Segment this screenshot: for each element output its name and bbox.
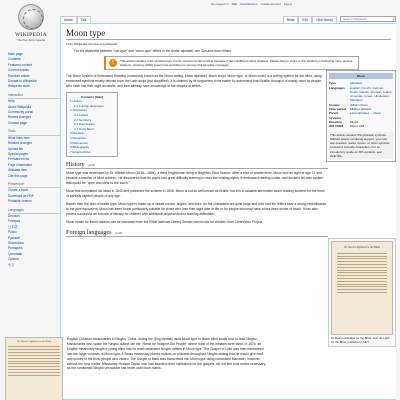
infobox-value[interactable]: William Moon <box>350 102 369 107</box>
sidebar-item-download-pdf[interactable]: Download as PDF <box>8 193 34 198</box>
thumbnail-caption: Dr Moon's Alphabet for the Blind, from his Light for the Blind, published in 1877 <box>331 336 390 344</box>
infobox-value: 1845 to present <box>350 107 371 112</box>
citation-notice-text: This article includes a list of references, but its sources remain unclear because it has insufficient inline citations. Please help to improve this article by introducing more precise citations. (January 2016) (Learn how and when to remove this template message) <box>120 58 353 67</box>
infobox-key: ISO 15924 <box>329 124 344 129</box>
sidebar-item-random[interactable]: Random article <box>8 73 30 78</box>
sidebar-item-community[interactable]: Community portal <box>8 110 33 115</box>
toc-item[interactable]: 7 External links <box>70 149 91 154</box>
sidebar-item-recent-changes[interactable]: Recent changes <box>8 115 32 120</box>
personal-tools <box>211 2 292 6</box>
infobox-row <box>329 124 393 128</box>
sidebar-lang-item[interactable]: Српски <box>8 257 19 262</box>
sidebar-item-create-book[interactable]: Create a book <box>8 188 29 193</box>
sidebar-lang-item[interactable]: Português <box>8 246 23 251</box>
edit-section-link[interactable]: [edit] <box>88 163 96 168</box>
sidebar-item-page-info[interactable]: Page information <box>8 162 33 167</box>
infobox-row <box>329 111 393 120</box>
log-in-link[interactable]: Log in <box>283 2 292 6</box>
toc-item[interactable]: 2.3 Punctuation <box>74 122 95 127</box>
sidebar <box>8 52 60 268</box>
toc-item[interactable]: 6 Bibliography <box>70 145 90 150</box>
tab-view-history[interactable]: View history <box>312 16 337 23</box>
toc-item[interactable]: 2.1 Letters <box>74 113 89 117</box>
search-icon[interactable]: ⚲ <box>392 17 395 21</box>
sidebar-lang-item[interactable]: Polski <box>8 230 17 235</box>
toc-item[interactable]: 4 Reception <box>70 135 87 140</box>
sidebar-lang-item[interactable]: 日本語 <box>8 224 18 229</box>
infobox-key: Type <box>329 81 336 86</box>
sidebar-lang-item[interactable]: Français <box>8 219 21 224</box>
ipa-notice: This article contains IPA phonetic symbols. Without proper rendering support, you may see question marks, boxes, or other symbols instead of Unicode characters. For an introductory guide on IPA symbols, see Help:IPA. <box>329 132 393 160</box>
tab-article[interactable]: Article <box>60 16 77 23</box>
sidebar-heading-languages: Languages <box>8 208 60 214</box>
foreign-languages-section <box>5 337 267 400</box>
infobox-caption: Moon <box>329 73 393 79</box>
sidebar-lang-item[interactable]: Deutsch <box>8 213 20 218</box>
tab-talk[interactable]: Talk <box>77 16 91 23</box>
talk-link[interactable]: Talk <box>231 2 237 6</box>
alphabet-chart-lines <box>337 253 387 293</box>
sidebar-item-help[interactable]: Help <box>8 99 15 104</box>
infobox-value: Moon, 218 <box>350 124 365 129</box>
toc-item[interactable]: 5 References <box>70 140 88 145</box>
sidebar-lang-item[interactable]: Qırımtatar <box>8 251 23 256</box>
sidebar-item-current-events[interactable]: Current events <box>8 68 29 73</box>
sidebar-item-contact[interactable]: Contact page <box>8 120 27 125</box>
toc-item[interactable]: 3 Direction <box>70 131 85 136</box>
infobox-key: Parent systems <box>329 111 342 120</box>
infobox-value[interactable]: Latin alphabet → Moon <box>350 111 382 116</box>
sidebar-item-donate[interactable]: Donate to Wikipedia <box>8 79 37 84</box>
sidebar-item-main-page[interactable]: Main page <box>8 52 23 56</box>
history-paragraph: Moon first formulated his ideas in 1843 and published the scheme in 1845. Moon is not as well known as Braille, but it is a valuable alternative touch reading scheme for the blind or partially sighted people of any age. <box>66 189 325 198</box>
edit-section-link[interactable]: [edit] <box>115 230 123 235</box>
toc-item[interactable]: 2.4 Dotty Moon <box>74 126 95 131</box>
contributions-link[interactable]: Contributions <box>239 2 258 6</box>
sidebar-item-what-links-here[interactable]: What links here <box>8 135 30 140</box>
alphabet-chart-lines <box>8 346 60 375</box>
sidebar-heading-print: Print/export <box>8 182 60 188</box>
history-heading <box>66 161 328 169</box>
sidebar-item-wikidata[interactable]: Wikidata item <box>8 168 28 173</box>
sidebar-item-printable[interactable]: Printable version <box>8 199 32 204</box>
puzzle-globe-icon <box>18 4 44 30</box>
sidebar-heading-interaction: Interaction <box>8 93 60 99</box>
thumbnail-figure[interactable] <box>328 238 396 347</box>
sidebar-lang-item[interactable]: Slovenčina <box>8 241 24 245</box>
sidebar-item-related-changes[interactable]: Related changes <box>8 141 32 146</box>
table-of-contents <box>66 92 118 158</box>
infobox-key: Languages <box>329 85 345 90</box>
infobox-key: Time period <box>329 107 346 112</box>
sidebar-lang-item[interactable]: 中文 <box>8 262 15 267</box>
tab-read[interactable]: Read <box>283 16 299 23</box>
toc-item[interactable]: 1 History <box>70 99 82 104</box>
logo-tagline: The Free Encyclopedia <box>17 38 45 42</box>
create-account-link[interactable]: Create account <box>260 2 281 6</box>
infobox-key: Direction <box>329 119 343 124</box>
foreign-languages-heading <box>66 229 328 237</box>
sidebar-item-upload[interactable]: Upload file <box>8 146 24 151</box>
infobox-value: Mixed <box>350 119 359 124</box>
foreign-paragraph: English Christian missionaries in Ningbo, China, during the Qing dynasty used Moon type to teach blind locals how to read Ningbo. Missionaries who spoke the Ningbo dialect ran the "Home for Indigent Old People" where most of the inmates were blind. In 1874, an English missionary taught a young blind man to read romanised Ningbo written in Moon type. The Gospel of Luke was then transcribed into two large volumes of Moon type. A Swiss missionary placed notices on placards throughout Ningbo stating that he would give food and money to the blind people who visited. The Gospel of Mark was transcribed into Moon type using romanised Mandarin, however, without the tone marks. Missionary Hudson Taylor, who had founded other institutions for the gospels, did not find tone marks necessary, as the romanised Ningbo vernacular has never used tone marks. <box>67 337 266 371</box>
infobox-value[interactable]: Alphabet <box>350 81 362 86</box>
page-title: Moon type <box>66 28 391 40</box>
history-heading-text: History <box>66 161 85 169</box>
hatnote: For the distinction between "sun-type" and "moon-type" letters in the Arabic alphabet, see Sun and moon letters. <box>74 48 233 53</box>
search-placeholder: Search Wikipedia <box>343 17 367 21</box>
sidebar-item-special-pages[interactable]: Special pages <box>8 151 29 156</box>
infobox-value[interactable]: English, French, German, Dutch, Danish, Russian, Arabic, Armenian, Greek, Hindustani, Mandarin <box>350 85 393 103</box>
history-paragraph: Rather than the dots of braille type, Moon type is made up of raised curves, angles, and lines. As the characters are quite large and over half the letters bear a strong resemblance to the print equivalent, Moon has been found particularly suitable for those who lose their sight later in life or for people who may have a less-keen sense of touch. It has also proved successful as a mode of literacy for children with additional physical and/or learning difficulties. <box>66 201 327 216</box>
moon-alphabet-image[interactable] <box>331 241 393 335</box>
sidebar-item-cite[interactable]: Cite this page <box>8 173 28 178</box>
warning-icon: ! <box>109 59 117 67</box>
moon-alphabet-image-title: Dr. Moon's Alphabet for the Blind <box>344 246 380 249</box>
tab-edit[interactable]: Edit <box>298 16 312 23</box>
logo-wordmark: WIKIPEDIA <box>15 32 47 38</box>
foreign-heading-text: Foreign languages <box>66 228 112 236</box>
infobox <box>326 70 396 162</box>
lead-paragraph: The Moon System of Embossed Reading (commonly known as the Moon writing, Moon alphabet, Moon script, Moon type, or Moon code) is a writing system for the blind, using embossed symbols mostly derived from the Latin script (but simplified). It is claimed by its supporters to be easier to understand than Braille, though it is mainly used by people who have lost their sight as adults, and thus already have knowledge of the shapes of letters. <box>66 73 322 88</box>
toc-item[interactable]: 1.1 Foreign languages <box>74 103 104 108</box>
sidebar-item-about[interactable]: About Wikipedia <box>8 104 32 109</box>
history-paragraph: Moon type was developed by Dr. William Moon (1818—1894), a blind Englishman living in Brighton, East Sussex. After a bout of scarlet fever, Moon lost his sight at age 21 and became a teacher of blind children. He discovered that his pupils had great difficulty learning to read the existing styles of embossed reading codes, and devised his own system that would be "open and clear to the touch." <box>66 171 324 186</box>
not-logged-in-label: Not logged in <box>210 2 229 6</box>
history-section <box>66 161 328 236</box>
wikipedia-logo[interactable] <box>6 4 56 50</box>
toc-item[interactable]: 2 Characters <box>70 108 88 113</box>
sidebar-item-featured[interactable]: Featured content <box>8 62 33 67</box>
infobox-key: Creator <box>329 102 340 107</box>
history-paragraph: Moon books for fluent readers can be borrowed from the RNIB National Library Service and books for children from Clearvision Project. <box>66 219 264 224</box>
alphabet-image[interactable] <box>5 337 63 400</box>
search-input[interactable] <box>340 16 396 22</box>
sidebar-item-permanent-link[interactable]: Permanent link <box>8 157 30 162</box>
infobox-row <box>329 86 393 103</box>
page-tabs <box>60 13 396 23</box>
sidebar-item-contents[interactable]: Contents <box>8 57 21 62</box>
sidebar-item-store[interactable]: Wikipedia store <box>8 84 30 89</box>
citation-notice <box>104 56 359 70</box>
toc-title[interactable]: Contents [hide] <box>81 94 103 99</box>
toc-item[interactable]: 2.2 Numbers <box>74 117 92 122</box>
alphabet-image-title: Dr. Moon's Alphabet for the Blind <box>16 340 52 343</box>
sidebar-heading-tools: Tools <box>8 129 60 135</box>
site-sub: From Wikipedia, the free encyclopedia <box>66 41 118 46</box>
sidebar-lang-item[interactable]: Русский <box>8 235 20 240</box>
